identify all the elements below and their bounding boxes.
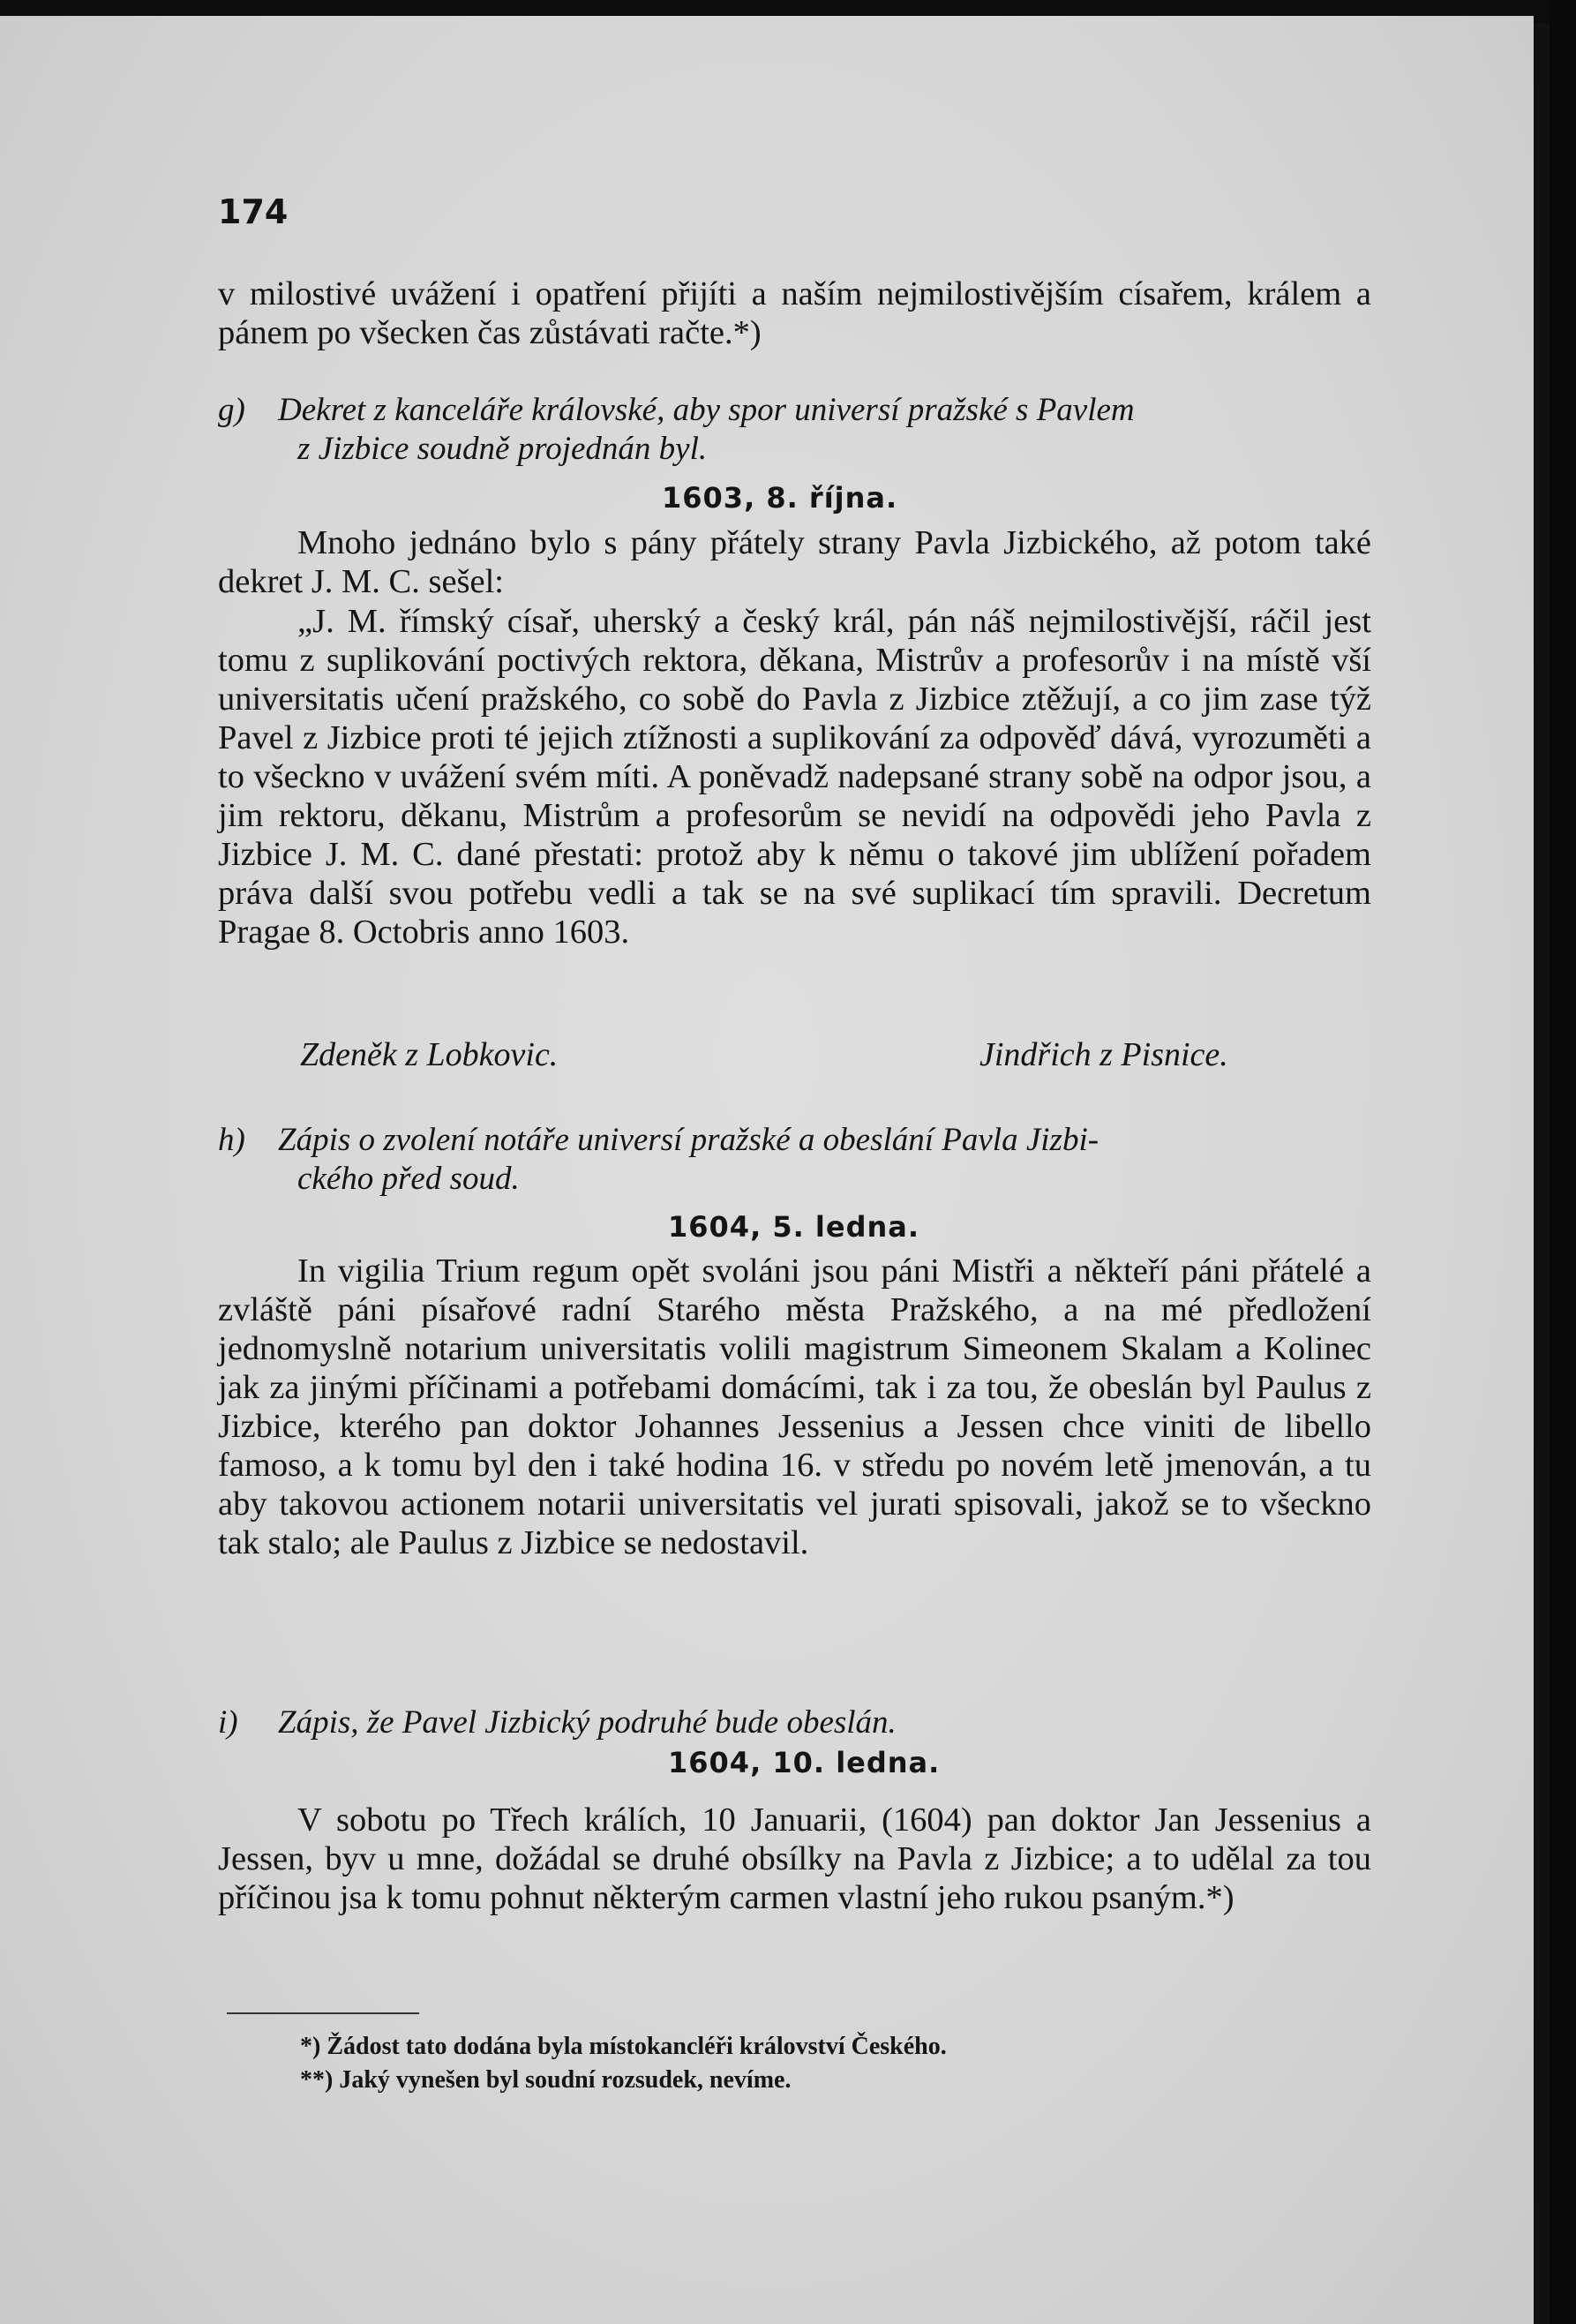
section-g-heading-line1: Dekret z kanceláře královské, aby spor universí pražské s Pavlem xyxy=(278,392,1135,428)
section-g-heading-line2: z Jizbice soudně projednán byl. xyxy=(297,431,708,467)
section-h-heading-line1: Zápis o zvolení notáře universí pražské a obeslání Pavla Jizbi- xyxy=(278,1122,1099,1158)
section-i-date: 1604, 10. ledna. xyxy=(668,1746,941,1779)
page-number: 174 xyxy=(218,192,289,231)
section-i-heading xyxy=(218,1704,1383,1742)
section-h-label: h) xyxy=(218,1122,245,1158)
footnote-1: *) Žádost tato dodána byla místokancléři království Českého. xyxy=(300,2033,947,2060)
section-h-paragraph: In vigilia Trium regum opět svoláni jsou páni Mistři a někteří páni přátelé a zvláště páni písařové radní Starého města Pražského, a na mé předložení jednomyslně notarium universitatis volili magistrum Simeonem Skalam a Kolinec jak za jinými příčinami a potřebami domácími, tak i za tou, že obeslán byl Paulus z Jizbice, kterého pan doktor Johannes Jessenius a Jessen chce viniti de libello famoso, a k tomu byl den i také hodina 16. v středu po novém letě jmenován, a tu aby takovou actionem notarii universitatis vel jurati spisovali, jakož se to všeckno tak stalo; ale Paulus z Jizbice se nedostavil. xyxy=(218,1252,1371,1561)
section-i-paragraph: V sobotu po Třech králích, 10 Januarii, (1604) pan doktor Jan Jessenius a Jessen, byv u mne, dožádal se druhé obsílky na Pavla z Jizbice; a to udělal za tou příčinou jsa k tomu pohnut některým carmen vlastní jeho rukou psaným.*) xyxy=(218,1801,1371,1916)
signature-pisnice: Jindřich z Pisnice. xyxy=(979,1036,1228,1073)
section-h-heading-line2: ckého před soud. xyxy=(297,1161,520,1197)
section-i-label: i) xyxy=(218,1704,238,1741)
footnote-divider xyxy=(227,2012,419,2014)
footnotes xyxy=(300,2030,947,2097)
section-h-heading xyxy=(218,1121,1383,1199)
section-g-date: 1603, 8. října. xyxy=(662,481,898,515)
section-g-paragraph-2: „J. M. římský císař, uherský a český král, pán náš nejmilostivější, ráčil jest tomu z suplikování poctivých rektora, děkana, Mistrův a profesorův i na místě vší universitatis učení pražského, co sobě do Pavla z Jizbice ztěžují, a co jim zase týž Pavel z Jizbice proti té jejich ztížnosti a suplikování za odpověď dává, vyrozuměti a to všeckno v uvážení svém míti. A poněvadž nadepsané strany sobě na odpor jsou, a jim rektoru, děkanu, Mistrům a profesorům se nevidí na odpovědi jeho Pavla z Jizbice J. M. C. dané přestati: protož aby k němu o takové jim ublížení pořadem práva další svou potřebu vedli a tak se na své suplikací tím spravili. Decretum Pragae 8. Octobris anno 1603. xyxy=(218,603,1371,951)
footnote-2: **) Jaký vynešen byl soudní rozsudek, nevíme. xyxy=(300,2066,792,2094)
section-g-heading xyxy=(218,391,1383,469)
section-h-date: 1604, 5. ledna. xyxy=(668,1210,920,1244)
section-g-paragraph-1: Mnoho jednáno bylo s pány přátely strany Pavla Jizbického, až potom také dekret J. M. C. sešel: xyxy=(218,524,1371,600)
book-page xyxy=(0,16,1534,2324)
intro-paragraph: v milostivé uvážení i opatření přijíti a naším nejmilostivějším císařem, králem a pánem po všecken čas zůstávati račte.*) xyxy=(218,275,1371,351)
section-g-label: g) xyxy=(218,392,245,428)
section-i-heading-line1: Zápis, že Pavel Jizbický podruhé bude obeslán. xyxy=(278,1704,897,1741)
scan-right-edge xyxy=(1550,0,1576,2324)
signature-lobkovic: Zdeněk z Lobkovic. xyxy=(300,1036,559,1073)
